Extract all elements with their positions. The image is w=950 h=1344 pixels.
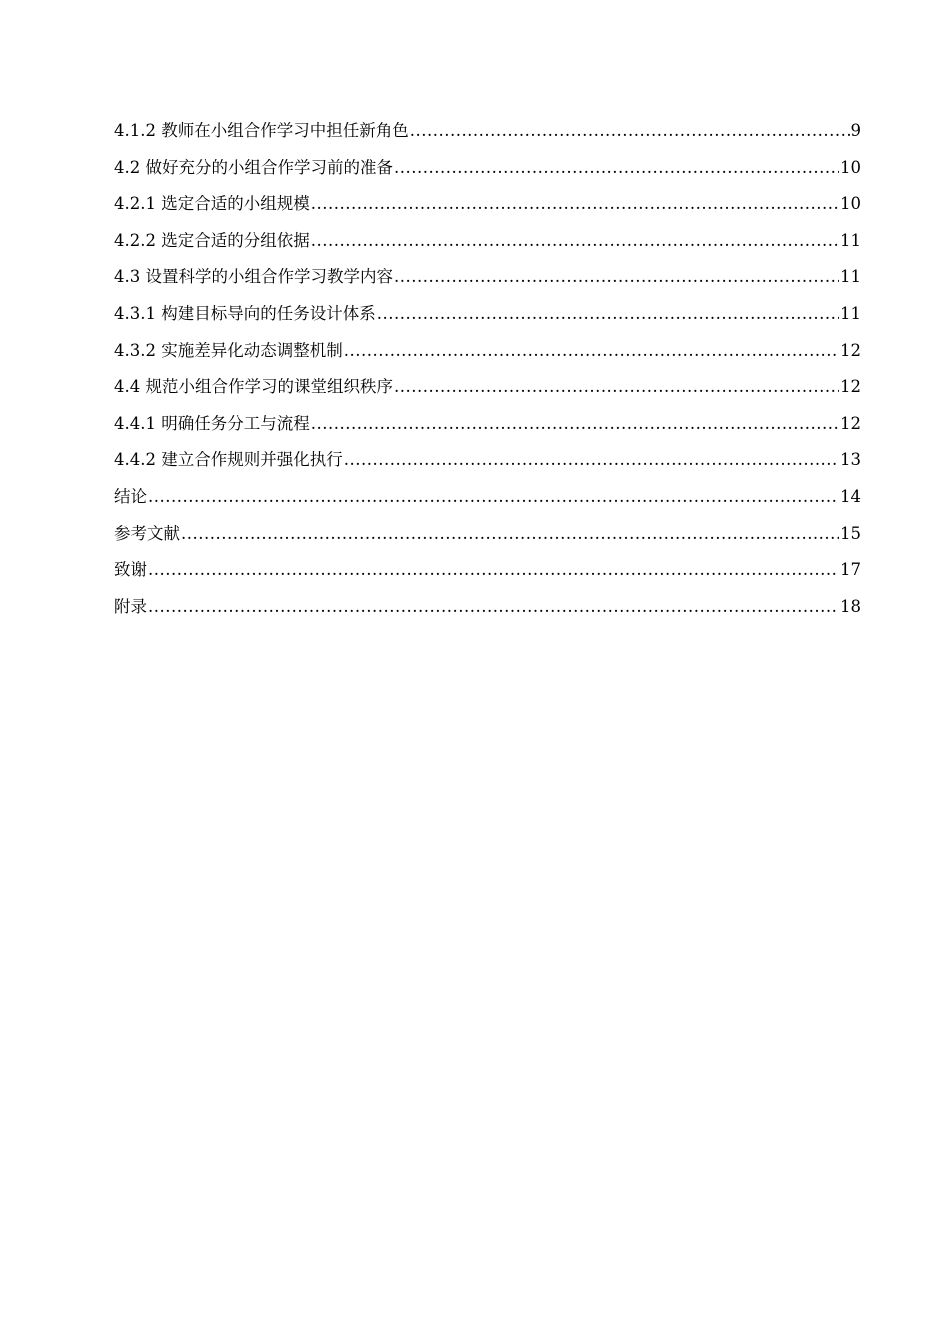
toc-entry-title: 4.4.2 建立合作规则并强化执行 <box>114 450 343 470</box>
toc-entry-title: 致谢 <box>114 560 147 580</box>
toc-dot-leader <box>148 479 839 516</box>
toc-entry-page: 10 <box>840 157 861 177</box>
toc-entry-page: 12 <box>840 377 861 397</box>
toc-dot-leader <box>394 259 839 296</box>
toc-entry[interactable] <box>114 259 861 296</box>
toc-entry-title: 4.1.2 教师在小组合作学习中担任新角色 <box>114 121 409 140</box>
toc-entry-page: 15 <box>840 523 861 543</box>
toc-dot-leader <box>148 589 839 626</box>
toc-dot-leader <box>311 406 839 443</box>
toc-dot-leader <box>394 369 839 406</box>
toc-entry-title: 4.4 规范小组合作学习的课堂组织秩序 <box>114 377 393 397</box>
toc-entry[interactable] <box>114 186 861 223</box>
toc-entry-page: 11 <box>840 303 861 323</box>
toc-entry-page: 10 <box>840 194 861 214</box>
toc-dot-leader <box>311 186 839 223</box>
toc-entry[interactable] <box>114 333 861 370</box>
toc-entry[interactable] <box>114 442 861 479</box>
toc-entry[interactable] <box>114 150 861 187</box>
toc-entry-page: 14 <box>840 486 861 506</box>
toc-entry-title: 4.4.1 明确任务分工与流程 <box>114 413 310 433</box>
toc-dot-leader <box>148 552 839 589</box>
toc-entry[interactable] <box>114 113 861 150</box>
toc-dot-leader <box>344 442 839 479</box>
toc-dot-leader <box>181 516 839 553</box>
toc-entry-title: 4.2.1 选定合适的小组规模 <box>114 194 310 214</box>
toc-entry[interactable] <box>114 369 861 406</box>
toc-entry-title: 结论 <box>114 486 147 506</box>
toc-entry-title: 4.3.2 实施差异化动态调整机制 <box>114 340 343 360</box>
toc-entry-page: 11 <box>840 230 861 250</box>
toc-entry-page: 13 <box>840 450 861 470</box>
toc-entry-page: 12 <box>840 340 861 360</box>
toc-entry[interactable] <box>114 589 861 626</box>
toc-entry-page: 12 <box>840 413 861 433</box>
toc-entry-title: 附录 <box>114 596 147 616</box>
toc-entry-page: 11 <box>840 267 861 287</box>
toc-entry-title: 4.3.1 构建目标导向的任务设计体系 <box>114 303 376 323</box>
toc-entry[interactable] <box>114 516 861 553</box>
toc-entry[interactable] <box>114 406 861 443</box>
toc-entry-title: 4.2.2 选定合适的分组依据 <box>114 230 310 250</box>
toc-entry[interactable] <box>114 296 861 333</box>
toc-entry[interactable] <box>114 223 861 260</box>
toc-dot-leader <box>311 223 839 260</box>
toc-entry-page: 18 <box>840 596 861 616</box>
toc-entry-title: 4.2 做好充分的小组合作学习前的准备 <box>114 157 393 177</box>
toc-entry[interactable] <box>114 552 861 589</box>
toc-entry-title: 4.3 设置科学的小组合作学习教学内容 <box>114 267 393 287</box>
toc-entry-page: 9 <box>850 121 861 140</box>
toc-dot-leader <box>410 113 850 150</box>
toc-dot-leader <box>377 296 839 333</box>
toc-entry-page: 17 <box>840 560 861 580</box>
toc-entry-title: 参考文献 <box>114 523 180 543</box>
toc-entry[interactable] <box>114 479 861 516</box>
toc-dot-leader <box>394 150 839 187</box>
toc-dot-leader <box>344 333 839 370</box>
table-of-contents <box>114 113 861 625</box>
